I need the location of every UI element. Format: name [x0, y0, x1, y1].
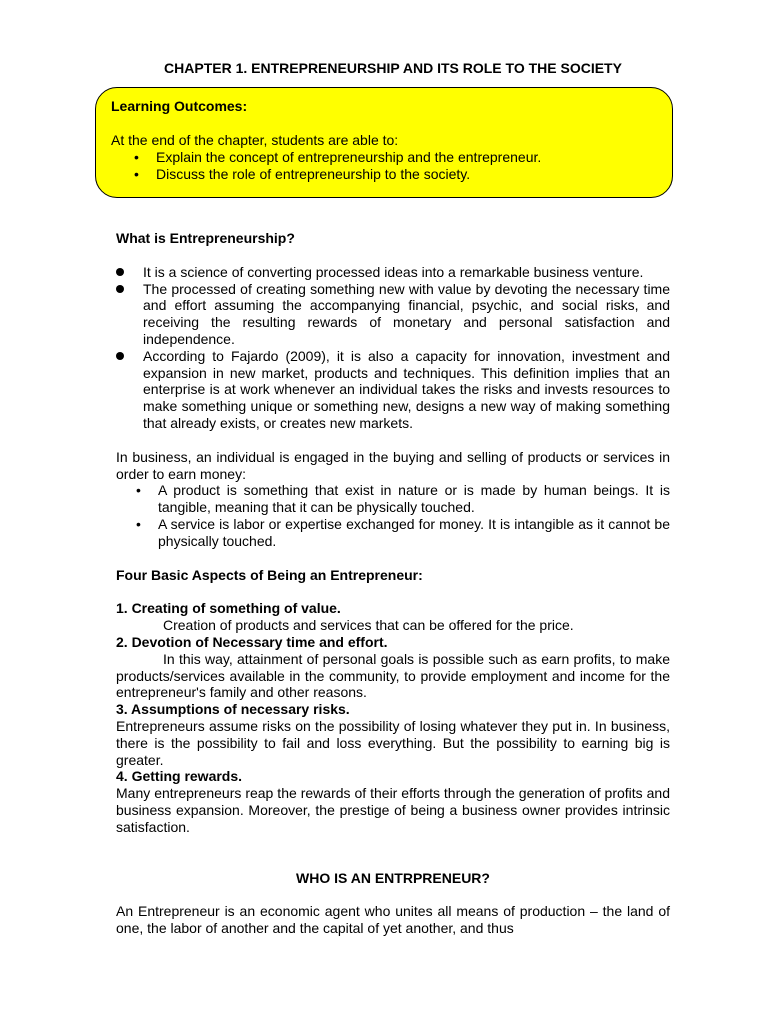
definition-text: The processed of creating something new with value by devoting the necessary time and effort assuming the accompanying financial, psychic, and social risks, and receiving the resulting rewards of monetary and personal satisfaction and independence.	[143, 280, 670, 347]
definition-item	[116, 281, 670, 348]
business-item: • A service is labor or expertise exchanged for money. It is intangible as it cannot be physically touched.	[136, 516, 670, 550]
aspect-1-text: Creation of products and services that can be offered for the price.	[163, 617, 574, 634]
what-is-heading: What is Entrepreneurship?	[116, 230, 295, 246]
bullet-dot-icon	[116, 285, 124, 293]
aspect-4-text: Many entrepreneurs reap the rewards of their efforts through the generation of profits and business expansion. Moreover, the prestige of being a business owner provides intrinsic satisfaction.	[116, 785, 670, 835]
aspect-3-title: 3. Assumptions of necessary risks.	[116, 701, 350, 718]
definition-list	[116, 264, 670, 432]
learning-outcomes-intro: At the end of the chapter, students are able to:	[111, 132, 399, 148]
aspects-heading: Four Basic Aspects of Being an Entrepreneur:	[116, 566, 423, 583]
learning-outcomes-list	[134, 149, 541, 183]
definition-text: It is a science of converting processed ideas into a remarkable business venture.	[143, 263, 644, 280]
bullet-dot-icon	[116, 352, 124, 360]
main-content	[116, 230, 670, 937]
bullet-dot-icon	[116, 268, 124, 276]
learning-outcomes-box	[95, 87, 673, 198]
aspect-1-title: 1. Creating of something of value.	[116, 600, 341, 617]
business-intro: In business, an individual is engaged in the buying and selling of products or services in order to earn money:	[116, 448, 670, 482]
learning-outcome-item: • Explain the concept of entrepreneurship and the entrepreneur.	[134, 149, 541, 166]
aspect-3-text: Entrepreneurs assume risks on the possibility of losing whatever they put in. In business, there is the possibility to fail and loss everything. But the possibility to earning big is greater.	[116, 717, 670, 768]
aspect-2-text: In this way, attainment of personal goals is possible such as earn profits, to make products/services available in the community, to provide employment and income for the entrepreneur's family and other reasons.	[116, 650, 670, 701]
who-is-heading: WHO IS AN ENTRPRENEUR?	[296, 869, 490, 886]
chapter-title: CHAPTER 1. ENTREPRENEURSHIP AND ITS ROLE TO THE SOCIETY	[164, 60, 622, 76]
business-list	[116, 482, 670, 549]
business-item: • A product is something that exist in nature or is made by human beings. It is tangible, meaning that it can be physically touched.	[136, 482, 670, 516]
definition-item	[116, 264, 670, 281]
who-is-text: An Entrepreneur is an economic agent who unites all means of production – the land of one, the labor of another and the capital of yet another, and thus	[116, 903, 670, 937]
aspect-2-title: 2. Devotion of Necessary time and effort.	[116, 633, 388, 650]
aspect-4-title: 4. Getting rewards.	[116, 768, 243, 785]
learning-outcome-item: • Discuss the role of entrepreneurship to the society.	[134, 166, 541, 183]
learning-outcomes-title: Learning Outcomes:	[111, 98, 248, 114]
definition-item	[116, 348, 670, 432]
definition-text: According to Fajardo (2009), it is also a capacity for innovation, investment and expansion in new market, products and techniques. This definition implies that an enterprise is at work whenever an individual takes the risks and invests resources to make something unique or something new, designs a new way of making something that already exists, or creates new markets.	[143, 347, 670, 431]
